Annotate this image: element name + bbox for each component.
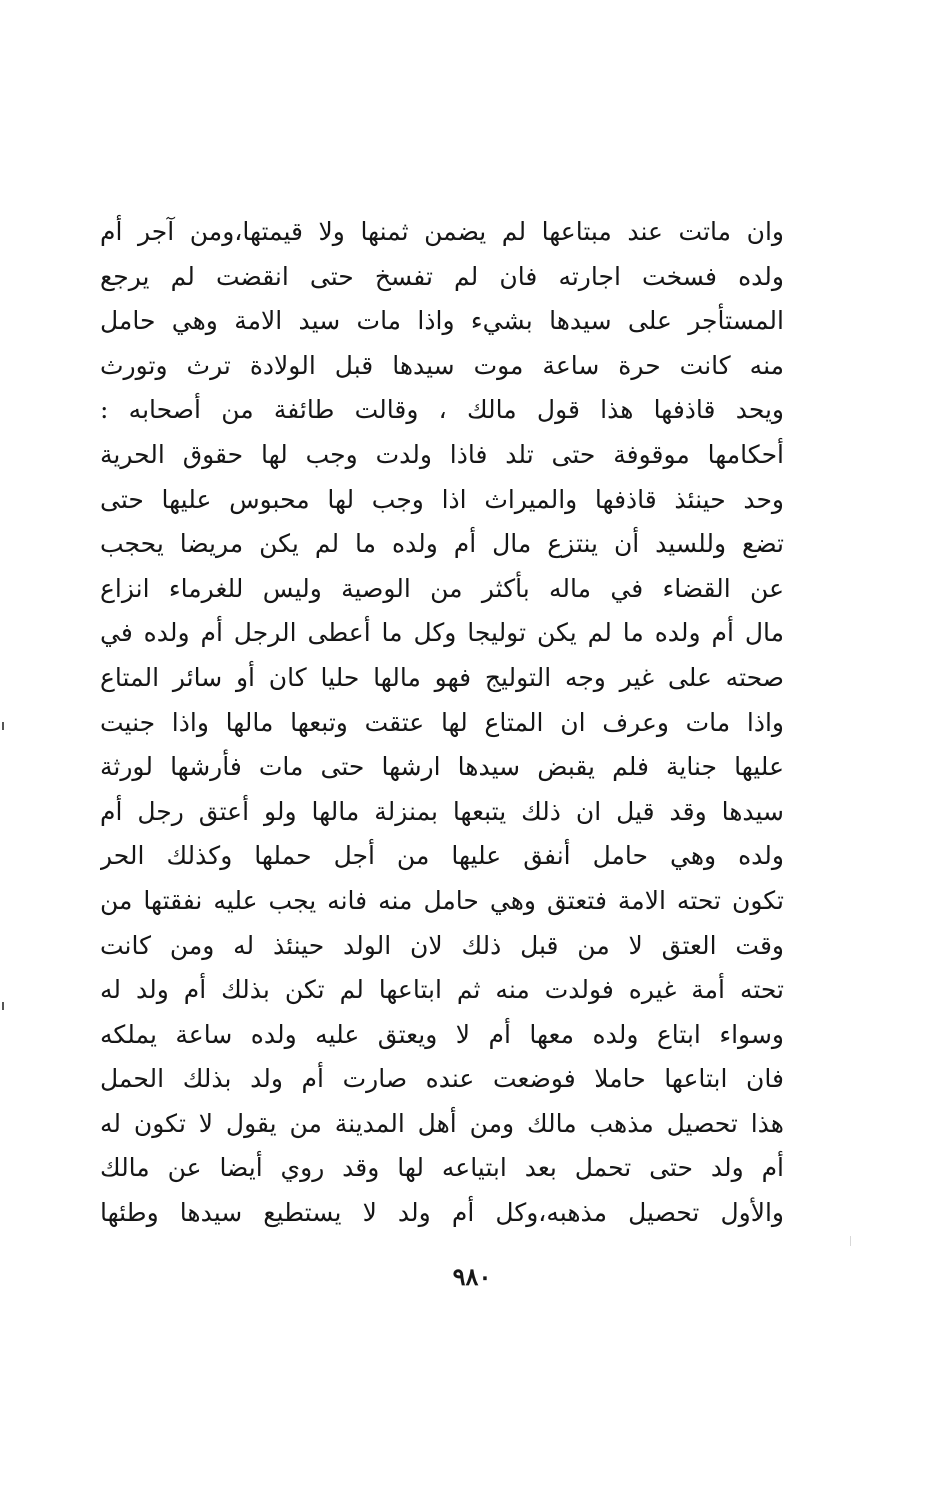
- text-line: وحد حينئذ قاذفها والميراث اذا وجب لها محبوس عليها حتى: [100, 484, 784, 514]
- margin-mark: [2, 722, 4, 730]
- body-text: [100, 210, 784, 1236]
- text-line: صحته على غير وجه التوليج فهو مالها حليا كان أو سائر المتاع: [100, 662, 784, 692]
- text-line: وسواء ابتاع ولده معها أم لا ويعتق عليه ولده ساعة يملكه: [100, 1019, 784, 1049]
- text-line: منه كانت حرة ساعة موت سيدها قبل الولادة ترث وتورث: [100, 350, 784, 380]
- text-line: تضع وللسيد أن ينتزع مال أم ولده ما لم يكن مريضا يحجب: [100, 529, 784, 559]
- text-line: والأول تحصيل مذهبه،وكل أم ولد لا يستطيع سيدها وطئها: [100, 1198, 784, 1228]
- text-line: وان ماتت عند مبتاعها لم يضمن ثمنها ولا قيمتها،ومن آجر أم: [100, 217, 784, 246]
- text-line: تحته أمة غيره فولدت منه ثم ابتاعها لم تكن بذلك أم ولد له: [100, 975, 784, 1005]
- text-line: وقت العتق لا من قبل ذلك لان الولد حينئذ له ومن كانت: [100, 930, 784, 960]
- text-line: المستأجر على سيدها بشيء واذا مات سيد الامة وهي حامل: [100, 306, 784, 336]
- text-line: عن القضاء في ماله بأكثر من الوصية وليس للغرماء انزاع: [100, 573, 784, 603]
- text-line: عليها جناية فلم يقبض سيدها ارشها حتى مات فأرشها لورثة: [100, 752, 784, 782]
- text-line: هذا تحصيل مذهب مالك ومن أهل المدينة من يقول لا تكون له: [100, 1108, 784, 1138]
- text-line: واذا مات وعرف ان المتاع لها عتقت وتبعها مالها واذا جنيت: [100, 707, 784, 737]
- text-line: أم ولد حتى تحمل بعد ابتياعه لها وقد روي أيضا عن مالك: [100, 1153, 784, 1183]
- margin-mark: [2, 1002, 4, 1010]
- text-line: ولده فسخت اجارته فان لم تفسخ حتى انقضت لم يرجع: [100, 261, 784, 291]
- text-line: فان ابتاعها حاملا فوضعت عنده صارت أم ولد بذلك الحمل: [100, 1064, 784, 1094]
- text-line: ولده وهي حامل أنفق عليها من أجل حملها وكذلك الحر: [100, 841, 784, 871]
- text-line: ويحد قاذفها هذا قول مالك ، وقالت طائفة من أصحابه :: [100, 395, 784, 425]
- page-number: ٩٨٠: [452, 1262, 492, 1291]
- text-line: مال أم ولده ما لم يكن توليجا وكل ما أعطى الرجل أم ولده في: [100, 618, 784, 648]
- divider: [850, 1236, 851, 1246]
- text-line: سيدها وقد قيل ان ذلك يتبعها بمنزلة مالها ولو أعتق رجل أم: [100, 796, 784, 826]
- text-line: أحكامها موقوفة حتى تلد فاذا ولدت وجب لها حقوق الحرية: [100, 439, 784, 469]
- text-line: تكون تحته الامة فتعتق وهي حامل منه فانه يجب عليه نفقتها من: [100, 885, 784, 915]
